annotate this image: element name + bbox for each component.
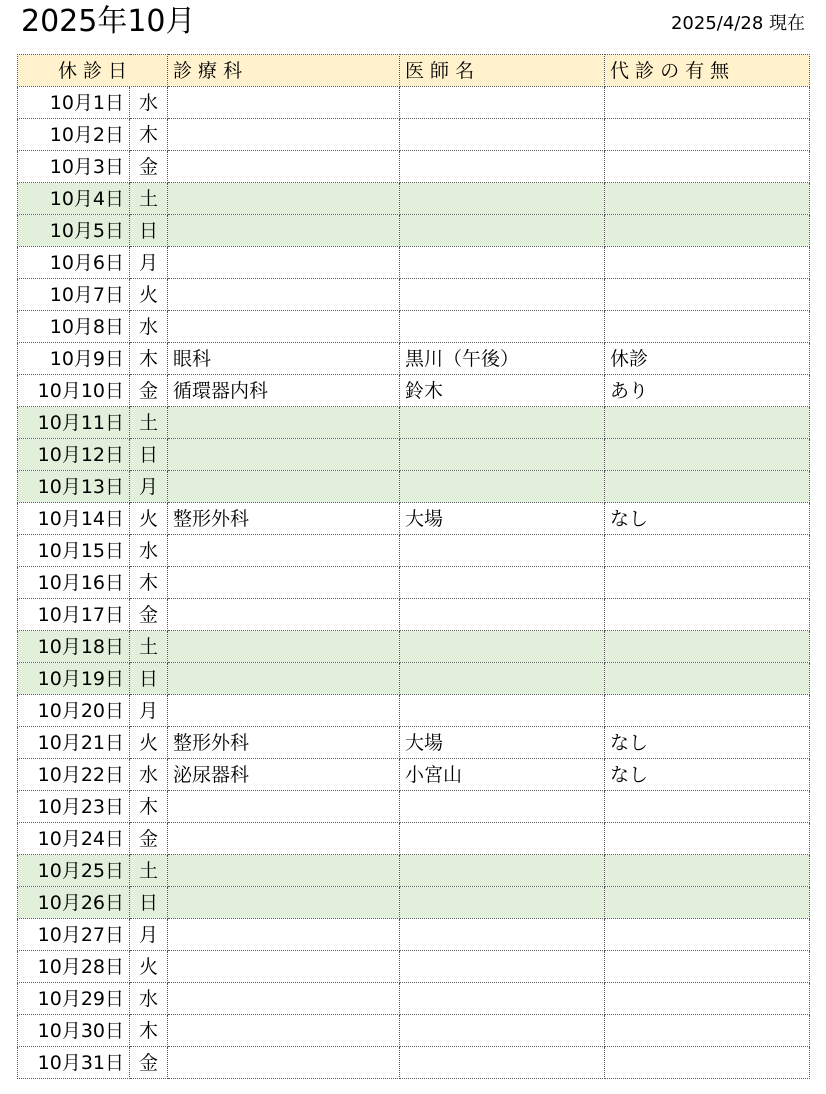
table-row [18, 247, 810, 279]
date-cell: 10月4日 [18, 183, 130, 215]
date-cell: 10月29日 [18, 983, 130, 1015]
substitute-cell [605, 535, 810, 567]
table-row [18, 759, 810, 791]
weekday-cell: 月 [130, 247, 168, 279]
substitute-cell [605, 1015, 810, 1047]
weekday-cell: 日 [130, 887, 168, 919]
doctor-cell [400, 663, 605, 695]
department-cell [168, 119, 400, 151]
substitute-cell [605, 791, 810, 823]
substitute-cell [605, 311, 810, 343]
weekday-cell: 月 [130, 695, 168, 727]
date-cell: 10月22日 [18, 759, 130, 791]
department-cell [168, 535, 400, 567]
weekday-cell: 日 [130, 663, 168, 695]
substitute-cell [605, 663, 810, 695]
substitute-cell: なし [605, 503, 810, 535]
weekday-cell: 水 [130, 311, 168, 343]
substitute-cell [605, 407, 810, 439]
substitute-cell: なし [605, 759, 810, 791]
department-cell [168, 663, 400, 695]
weekday-cell: 土 [130, 407, 168, 439]
substitute-cell [605, 279, 810, 311]
page-title: 2025年10月 [21, 4, 196, 39]
table-row [18, 599, 810, 631]
date-cell: 10月14日 [18, 503, 130, 535]
substitute-cell [605, 87, 810, 119]
weekday-cell: 月 [130, 471, 168, 503]
weekday-cell: 金 [130, 151, 168, 183]
doctor-cell [400, 183, 605, 215]
table-row [18, 823, 810, 855]
date-cell: 10月31日 [18, 1047, 130, 1079]
substitute-cell [605, 855, 810, 887]
date-cell: 10月8日 [18, 311, 130, 343]
department-cell [168, 311, 400, 343]
weekday-cell: 木 [130, 119, 168, 151]
table-row [18, 631, 810, 663]
department-cell: 眼科 [168, 343, 400, 375]
table-row [18, 791, 810, 823]
table-row [18, 87, 810, 119]
department-cell: 整形外科 [168, 727, 400, 759]
table-row [18, 567, 810, 599]
doctor-cell [400, 151, 605, 183]
weekday-cell: 土 [130, 631, 168, 663]
weekday-cell: 土 [130, 855, 168, 887]
weekday-cell: 木 [130, 567, 168, 599]
table-row [18, 279, 810, 311]
department-cell [168, 215, 400, 247]
substitute-cell [605, 1047, 810, 1079]
weekday-cell: 金 [130, 599, 168, 631]
substitute-cell [605, 215, 810, 247]
substitute-cell [605, 983, 810, 1015]
date-cell: 10月12日 [18, 439, 130, 471]
date-cell: 10月15日 [18, 535, 130, 567]
doctor-cell [400, 407, 605, 439]
department-cell [168, 247, 400, 279]
substitute-cell [605, 823, 810, 855]
doctor-cell [400, 567, 605, 599]
doctor-cell [400, 119, 605, 151]
department-cell [168, 87, 400, 119]
doctor-cell [400, 311, 605, 343]
date-cell: 10月21日 [18, 727, 130, 759]
date-cell: 10月3日 [18, 151, 130, 183]
date-cell: 10月26日 [18, 887, 130, 919]
table-row [18, 727, 810, 759]
department-cell [168, 599, 400, 631]
department-cell [168, 983, 400, 1015]
date-cell: 10月6日 [18, 247, 130, 279]
doctor-cell [400, 247, 605, 279]
weekday-cell: 木 [130, 791, 168, 823]
substitute-cell [605, 631, 810, 663]
date-cell: 10月5日 [18, 215, 130, 247]
date-cell: 10月23日 [18, 791, 130, 823]
date-cell: 10月17日 [18, 599, 130, 631]
weekday-cell: 火 [130, 503, 168, 535]
date-cell: 10月2日 [18, 119, 130, 151]
weekday-cell: 木 [130, 343, 168, 375]
substitute-cell [605, 695, 810, 727]
table-row [18, 439, 810, 471]
doctor-cell [400, 215, 605, 247]
department-cell [168, 823, 400, 855]
department-cell [168, 855, 400, 887]
table-row [18, 855, 810, 887]
table-row [18, 1047, 810, 1079]
department-cell [168, 439, 400, 471]
weekday-cell: 日 [130, 215, 168, 247]
doctor-cell [400, 983, 605, 1015]
date-cell: 10月1日 [18, 87, 130, 119]
doctor-cell: 大場 [400, 727, 605, 759]
department-cell [168, 791, 400, 823]
table-row [18, 215, 810, 247]
table-row [18, 471, 810, 503]
doctor-cell [400, 823, 605, 855]
substitute-cell [605, 951, 810, 983]
date-cell: 10月9日 [18, 343, 130, 375]
department-cell: 泌尿器科 [168, 759, 400, 791]
doctor-cell [400, 951, 605, 983]
date-cell: 10月28日 [18, 951, 130, 983]
table-row [18, 407, 810, 439]
doctor-cell: 鈴木 [400, 375, 605, 407]
date-cell: 10月30日 [18, 1015, 130, 1047]
doctor-cell: 黒川（午後） [400, 343, 605, 375]
table-row [18, 183, 810, 215]
date-cell: 10月18日 [18, 631, 130, 663]
table-row [18, 151, 810, 183]
weekday-cell: 金 [130, 1047, 168, 1079]
department-cell [168, 567, 400, 599]
weekday-cell: 水 [130, 983, 168, 1015]
table-row [18, 919, 810, 951]
table-row [18, 119, 810, 151]
table-row [18, 311, 810, 343]
doctor-cell [400, 887, 605, 919]
weekday-cell: 水 [130, 759, 168, 791]
date-cell: 10月13日 [18, 471, 130, 503]
date-cell: 10月20日 [18, 695, 130, 727]
substitute-cell [605, 599, 810, 631]
date-cell: 10月7日 [18, 279, 130, 311]
header-row [18, 55, 810, 87]
substitute-cell: あり [605, 375, 810, 407]
weekday-cell: 金 [130, 823, 168, 855]
table-row [18, 887, 810, 919]
department-cell [168, 407, 400, 439]
weekday-cell: 水 [130, 87, 168, 119]
substitute-cell [605, 183, 810, 215]
substitute-cell [605, 119, 810, 151]
department-cell [168, 631, 400, 663]
doctor-cell [400, 599, 605, 631]
department-cell [168, 919, 400, 951]
doctor-cell [400, 439, 605, 471]
substitute-cell [605, 247, 810, 279]
doctor-cell [400, 87, 605, 119]
substitute-cell [605, 471, 810, 503]
department-cell [168, 151, 400, 183]
department-cell [168, 183, 400, 215]
doctor-cell [400, 1015, 605, 1047]
doctor-cell [400, 1047, 605, 1079]
table-row [18, 535, 810, 567]
date-cell: 10月27日 [18, 919, 130, 951]
header-doctor: 医 師 名 [400, 55, 605, 87]
doctor-cell [400, 279, 605, 311]
department-cell [168, 695, 400, 727]
doctor-cell: 大場 [400, 503, 605, 535]
weekday-cell: 火 [130, 279, 168, 311]
substitute-cell [605, 151, 810, 183]
table-row [18, 375, 810, 407]
department-cell [168, 1015, 400, 1047]
date-cell: 10月16日 [18, 567, 130, 599]
doctor-cell [400, 791, 605, 823]
date-cell: 10月19日 [18, 663, 130, 695]
table-row [18, 503, 810, 535]
weekday-cell: 火 [130, 951, 168, 983]
department-cell [168, 887, 400, 919]
department-cell: 循環器内科 [168, 375, 400, 407]
substitute-cell [605, 567, 810, 599]
department-cell [168, 951, 400, 983]
weekday-cell: 火 [130, 727, 168, 759]
table-row [18, 695, 810, 727]
table-row [18, 951, 810, 983]
doctor-cell: 小宮山 [400, 759, 605, 791]
substitute-cell: 休診 [605, 343, 810, 375]
date-cell: 10月10日 [18, 375, 130, 407]
weekday-cell: 水 [130, 535, 168, 567]
weekday-cell: 木 [130, 1015, 168, 1047]
closure-schedule-table [17, 54, 810, 1079]
table-row [18, 983, 810, 1015]
weekday-cell: 日 [130, 439, 168, 471]
department-cell [168, 279, 400, 311]
doctor-cell [400, 535, 605, 567]
doctor-cell [400, 855, 605, 887]
table-row [18, 1015, 810, 1047]
substitute-cell [605, 439, 810, 471]
substitute-cell: なし [605, 727, 810, 759]
date-cell: 10月24日 [18, 823, 130, 855]
doctor-cell [400, 695, 605, 727]
date-cell: 10月11日 [18, 407, 130, 439]
department-cell [168, 471, 400, 503]
substitute-cell [605, 919, 810, 951]
doctor-cell [400, 471, 605, 503]
doctor-cell [400, 919, 605, 951]
department-cell [168, 1047, 400, 1079]
header-substitute: 代 診 の 有 無 [605, 55, 810, 87]
header-date: 休 診 日 [18, 55, 168, 87]
table-row [18, 663, 810, 695]
header-department: 診 療 科 [168, 55, 400, 87]
weekday-cell: 月 [130, 919, 168, 951]
department-cell: 整形外科 [168, 503, 400, 535]
table-row [18, 343, 810, 375]
weekday-cell: 金 [130, 375, 168, 407]
doctor-cell [400, 631, 605, 663]
weekday-cell: 土 [130, 183, 168, 215]
substitute-cell [605, 887, 810, 919]
as-of-date: 2025/4/28 現在 [670, 13, 805, 34]
date-cell: 10月25日 [18, 855, 130, 887]
